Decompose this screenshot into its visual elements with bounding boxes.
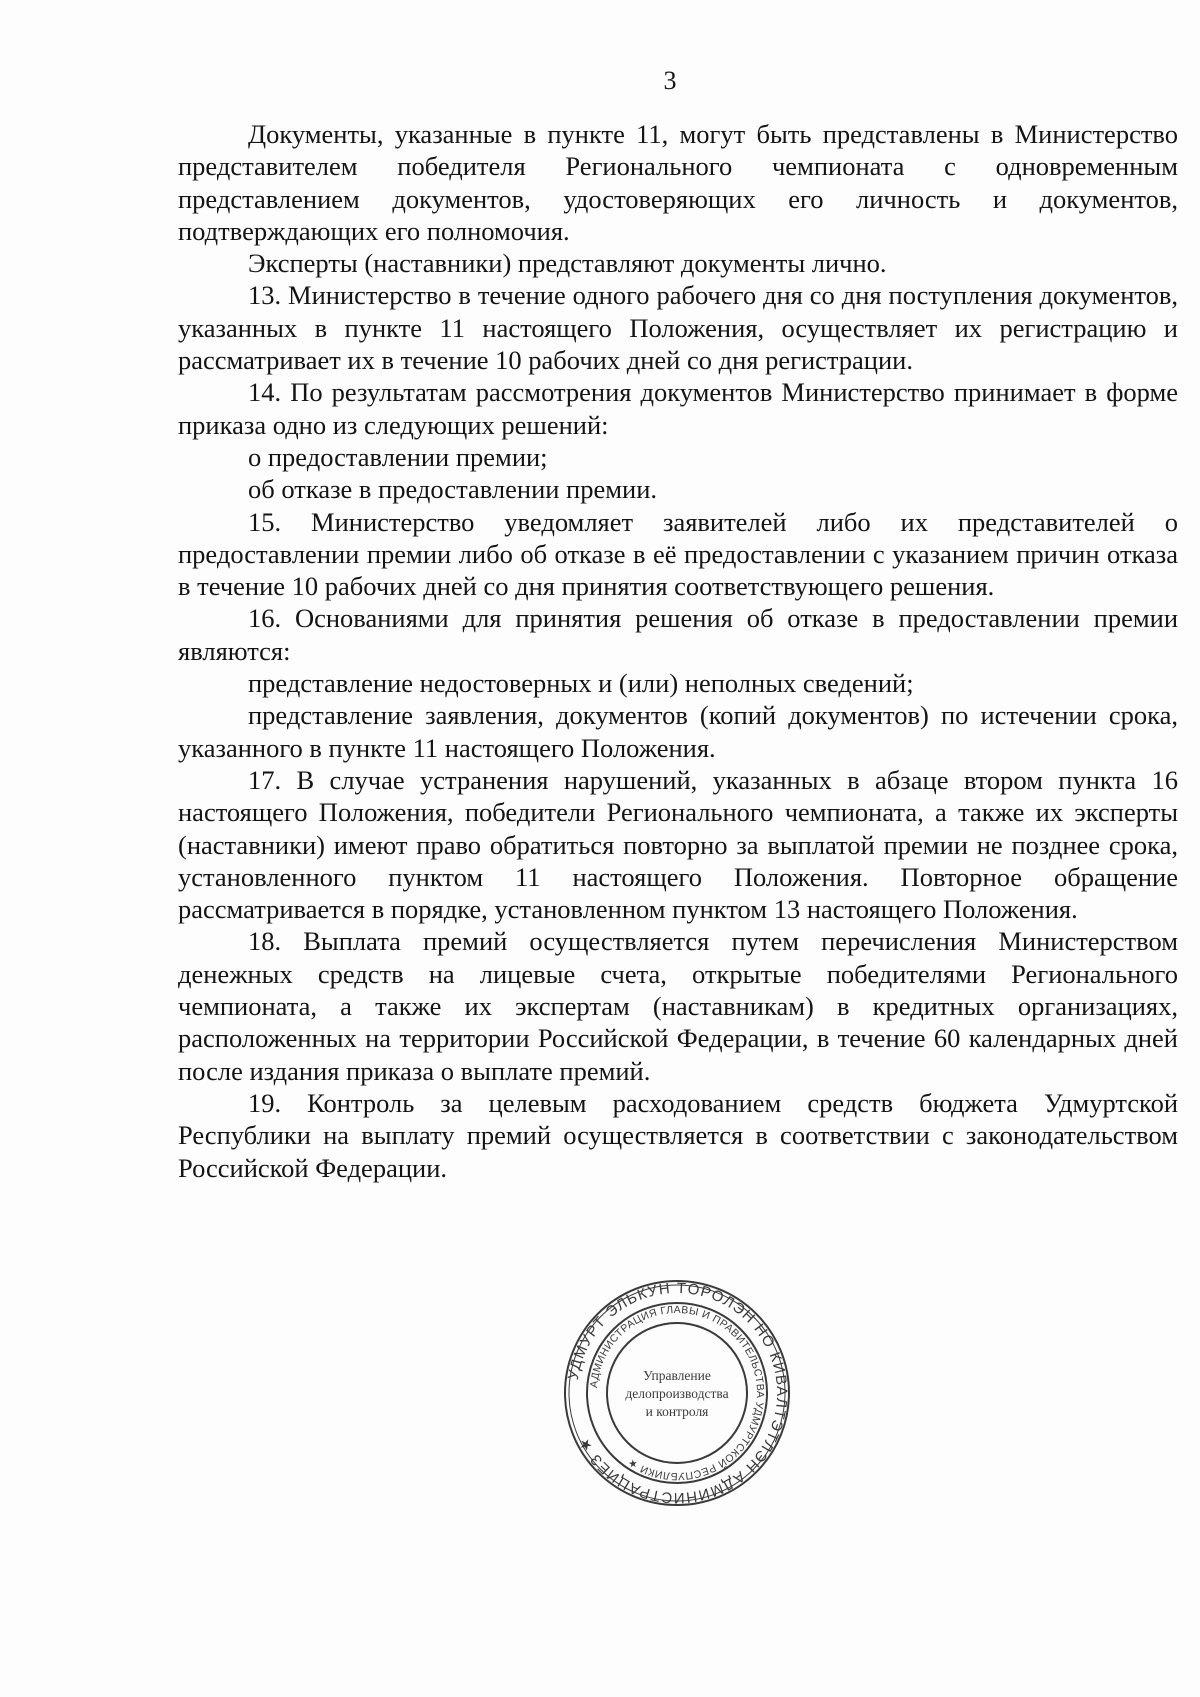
paragraph-14: 14. По результатам рассмотрения документов Министерство принимает в форме приказа одно из следующих решений:	[178, 377, 1178, 440]
seal-outer-text: УДМУРТ ЭЛЬКУН ТӦРОЛЭН НО КИВАЛТЭТЛЭН АДМИНИСТРАЦИЕЗ ★	[564, 1279, 791, 1507]
paragraph-16-reason-1: представление недостоверных и (или) неполных сведений;	[248, 668, 914, 699]
paragraph-16-reason-2: представление заявления, документов (копий документов) по истечении срока, указанного в пункте 11 настоящего Положения.	[178, 700, 1178, 763]
paragraph-14-option-grant: о предоставлении премии;	[248, 441, 548, 472]
paragraph-experts: Эксперты (наставники) представляют документы лично.	[248, 248, 887, 279]
paragraph-16: 16. Основаниями для принятия решения об отказе в предоставлении премии являются:	[178, 603, 1178, 666]
paragraph-19: 19. Контроль за целевым расходованием средств бюджета Удмуртской Республики на выплату премий осуществляется в соответствии с законодательством Российской Федерации.	[178, 1087, 1178, 1183]
seal-center-line-3: и контроля	[645, 1404, 709, 1419]
paragraph-documents-representative: Документы, указанные в пункте 11, могут быть представлены в Министерство представителем победителя Регионального чемпионата с одновременным представлением документов, удостоверяющих его личность и документов, подтверждающих его полномочия.	[178, 119, 1178, 246]
document-body	[178, 118, 1178, 1184]
official-seal	[562, 1278, 792, 1508]
paragraph-18: 18. Выплата премий осуществляется путем перечисления Министерством денежных средств на лицевые счета, открытые победителями Регионального чемпионата, а также их экспертам (наставникам) в кредитных организациях, расположенных на территории Российской Федерации, в течение 60 календарных дней после издания приказа о выплате премий.	[178, 926, 1178, 1086]
paragraph-13: 13. Министерство в течение одного рабочего дня со дня поступления документов, указанных в пункте 11 настоящего Положения, осуществляет их регистрацию и рассматривает их в течение 10 рабочих дней со дня регистрации.	[178, 280, 1178, 376]
page-number: 3	[663, 66, 677, 95]
paragraph-14-option-refuse: об отказе в предоставлении премии.	[248, 474, 658, 505]
seal-center-line-2: делопроизводства	[625, 1386, 729, 1401]
seal-inner-text: АДМИНИСТРАЦИЯ ГЛАВЫ И ПРАВИТЕЛЬСТВА УДМУРТСКОЙ РЕСПУБЛИКИ ★	[588, 1303, 767, 1483]
paragraph-17: 17. В случае устранения нарушений, указанных в абзаце втором пункта 16 настоящего Положения, победители Регионального чемпионата, а также их эксперты (наставники) имеют право обратиться повторно за выплатой премии не позднее срока, установленного пунктом 11 настоящего Положения. Повторное обращение рассматривается в порядке, установленном пунктом 13 настоящего Положения.	[178, 764, 1178, 925]
paragraph-15: 15. Министерство уведомляет заявителей либо их представителей о предоставлении премии либо об отказе в её предоставлении с указанием причин отказа в течение 10 рабочих дней со дня принятия соответствующего решения.	[178, 506, 1178, 602]
seal-center-line-1: Управление	[643, 1368, 711, 1383]
seal-stamp-icon	[562, 1278, 792, 1508]
